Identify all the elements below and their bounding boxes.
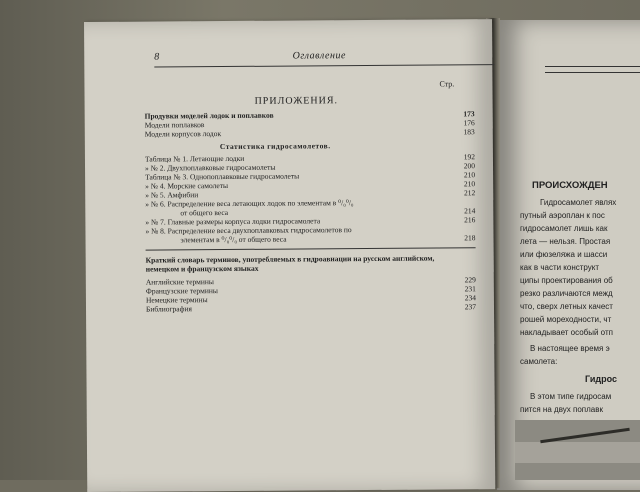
- toc-row: [146, 302, 476, 313]
- toc-row-page: 237: [464, 302, 477, 312]
- toc-row-page: 192: [463, 152, 475, 162]
- toc-row-text: » № 2. Двухпоплавковые гидросамолеты: [144, 162, 276, 173]
- right-line: рошей мореходности, чт: [520, 315, 612, 324]
- right-line: или фюзеляжа и шасси: [520, 250, 608, 259]
- right-line: Гидросамолет являх: [540, 198, 617, 207]
- toc-row-page: 231: [464, 284, 476, 294]
- toc-row-page: 210: [463, 170, 476, 180]
- toc-row-page: 210: [463, 179, 476, 189]
- toc-row-page: 176: [463, 118, 475, 128]
- toc-row-text: Таблица № 1. Летающие лодки: [144, 153, 245, 164]
- dictionary-title: Краткий словарь терминов, употребляемых в гидроавиации на русском английском, немецком и французском языках: [145, 253, 435, 274]
- toc-row-text: Немецкие термины: [145, 295, 208, 305]
- page-header: [154, 49, 484, 63]
- right-line: резко различаются межд: [520, 289, 613, 298]
- section-rule: [146, 247, 476, 250]
- statistics-title: Статистика гидросамолетов.: [219, 141, 331, 152]
- right-subheading: Гидрос: [585, 374, 618, 384]
- toc-row: [180, 233, 475, 244]
- page-header-title: Оглавление: [292, 50, 346, 62]
- page-column-label: Стр.: [439, 79, 455, 89]
- toc-row-text: » № 6. Распределение веса летающих лодок по элементам в ⁰/₀⁰/₀: [145, 198, 354, 209]
- toc-row-page: 218: [464, 233, 476, 243]
- toc-row-page: 229: [464, 275, 476, 285]
- toc-row-text: Таблица № 3. Однопоплавковые гидросамолеты: [145, 171, 300, 182]
- left-page: [84, 19, 495, 492]
- toc-row-text: Библиография: [145, 304, 192, 314]
- toc-row-page: 200: [463, 161, 476, 171]
- toc-row-text: Английские термины: [145, 277, 215, 287]
- right-line: как в части конструкт: [520, 263, 600, 272]
- right-line: ципы проектирования об: [520, 276, 613, 285]
- right-header-rule: [545, 66, 640, 67]
- right-line: гидросамолет лишь как: [520, 224, 608, 233]
- toc-row-page: 212: [463, 188, 476, 198]
- toc-row-text: » № 8. Распределение веса двухпоплавковых гидросамолетов по: [145, 225, 352, 236]
- section-title: ПРИЛОЖЕНИЯ.: [254, 95, 339, 107]
- toc-row-text: Продувки моделей лодок и поплавков: [144, 110, 274, 121]
- toc-row-text: Французские термины: [145, 286, 218, 296]
- right-line: что, сверх летных качест: [520, 302, 613, 311]
- toc-row-text: Модели поплавков: [144, 120, 205, 130]
- right-line: В этом типе гидросам: [530, 392, 612, 401]
- toc-row: [145, 127, 475, 138]
- toc-row-text: » № 5. Амфибии: [145, 190, 199, 200]
- toc-row-page: 234: [464, 293, 476, 303]
- right-line: пится на двух поплавк: [520, 405, 603, 414]
- seaplane-photo-water: [515, 442, 640, 463]
- toc-row-text: элементам в ⁰/₀⁰/₀ от общего веса: [180, 234, 287, 245]
- toc-row-page: 183: [463, 127, 475, 137]
- page-number: 8: [154, 51, 160, 63]
- header-rule: [154, 64, 494, 67]
- toc-row-page: 173: [463, 109, 475, 119]
- right-line: лета — нельзя. Простая: [520, 237, 611, 246]
- right-heading: ПРОИСХОЖДЕН: [532, 180, 608, 191]
- right-line: самолета:: [520, 357, 558, 366]
- toc-row-page: 216: [464, 215, 476, 225]
- right-line: В настоящее время э: [530, 344, 610, 353]
- toc-row-text: от общего веса: [180, 207, 229, 218]
- toc-row-text: Модели корпусов лодок: [144, 129, 222, 139]
- toc-row-text: » № 7. Главные размеры корпуса лодки гидросамолета: [145, 216, 321, 227]
- right-line: путный аэроплан к пос: [520, 211, 605, 220]
- toc-row-page: 214: [464, 206, 476, 216]
- toc-row-text: » № 4. Морские самолеты: [145, 180, 229, 191]
- right-header-rule: [545, 72, 640, 73]
- right-line: накладывает особый отп: [520, 328, 613, 337]
